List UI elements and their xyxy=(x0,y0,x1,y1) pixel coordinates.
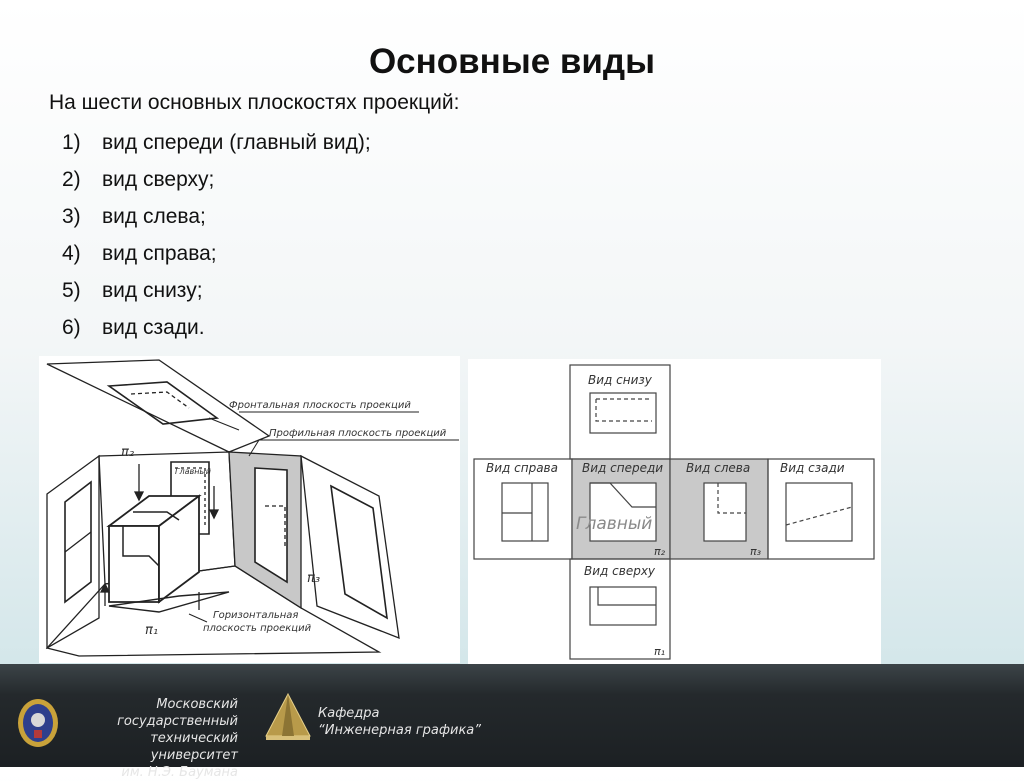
list-item xyxy=(62,165,371,202)
pi1-label: π₁ xyxy=(654,645,666,658)
university-line-2: технический университет xyxy=(150,731,238,763)
list-number: 6) xyxy=(62,316,81,339)
slide-title: Основные виды xyxy=(368,42,656,81)
main-view-watermark: Главный xyxy=(576,514,653,534)
list-item xyxy=(62,313,371,350)
list-number: 3) xyxy=(62,205,81,228)
department-line-2: “Инженерная графика” xyxy=(318,723,482,738)
department-line-1: Кафедра xyxy=(318,706,380,721)
six-views-drawing xyxy=(468,359,881,665)
front-view-label: Вид спереди xyxy=(582,461,664,475)
list-number: 1) xyxy=(62,131,81,154)
horizontal-plane-label-2: плоскость проекций xyxy=(203,623,312,634)
back-view-label: Вид сзади xyxy=(780,461,845,475)
list-number: 5) xyxy=(62,279,81,302)
list-item xyxy=(62,202,371,239)
main-view-label: Главный xyxy=(175,467,211,476)
list-item xyxy=(62,276,371,313)
university-line-3: им. Н.Э. Баумана xyxy=(121,765,238,780)
list-number: 4) xyxy=(62,242,81,265)
horizontal-plane-label-1: Горизонтальная xyxy=(213,610,299,621)
list-text: вид сзади. xyxy=(102,316,205,339)
list-item xyxy=(62,128,371,165)
profile-plane-label: Профильная плоскость проекций xyxy=(269,428,447,439)
left-view-label: Вид слева xyxy=(686,461,751,475)
pi3-label: π₃ xyxy=(750,545,762,558)
list-text: вид слева; xyxy=(102,205,206,228)
university-name xyxy=(66,696,238,781)
list-item xyxy=(62,239,371,276)
university-line-1: Московский государственный xyxy=(117,697,238,729)
pi2-label: π₂ xyxy=(654,545,666,558)
pi2-label: π₂ xyxy=(121,445,135,460)
frontal-plane-label: Фронтальная плоскость проекций xyxy=(229,400,411,411)
list-text: вид справа; xyxy=(102,242,217,265)
projection-planes-drawing xyxy=(39,356,460,663)
right-view-label: Вид справа xyxy=(486,461,558,475)
bottom-view-label: Вид снизу xyxy=(588,373,652,387)
projection-planes-figure xyxy=(39,356,460,663)
footer-bar xyxy=(0,664,1024,780)
university-emblem-icon xyxy=(16,698,60,748)
intro-text: На шести основных плоскостях проекций: xyxy=(49,91,460,114)
pi3-label: π₃ xyxy=(307,571,321,586)
right-plane xyxy=(301,456,399,638)
top-view-label: Вид сверху xyxy=(584,564,656,578)
views-list xyxy=(62,128,371,350)
department-pyramid-icon xyxy=(264,692,312,742)
pi1-label: π₁ xyxy=(145,623,159,638)
six-views-figure xyxy=(468,359,881,665)
list-text: вид снизу; xyxy=(102,279,203,302)
list-number: 2) xyxy=(62,168,81,191)
list-text: вид сверху; xyxy=(102,168,215,191)
department-name xyxy=(318,705,481,739)
list-text: вид спереди (главный вид); xyxy=(102,131,371,154)
